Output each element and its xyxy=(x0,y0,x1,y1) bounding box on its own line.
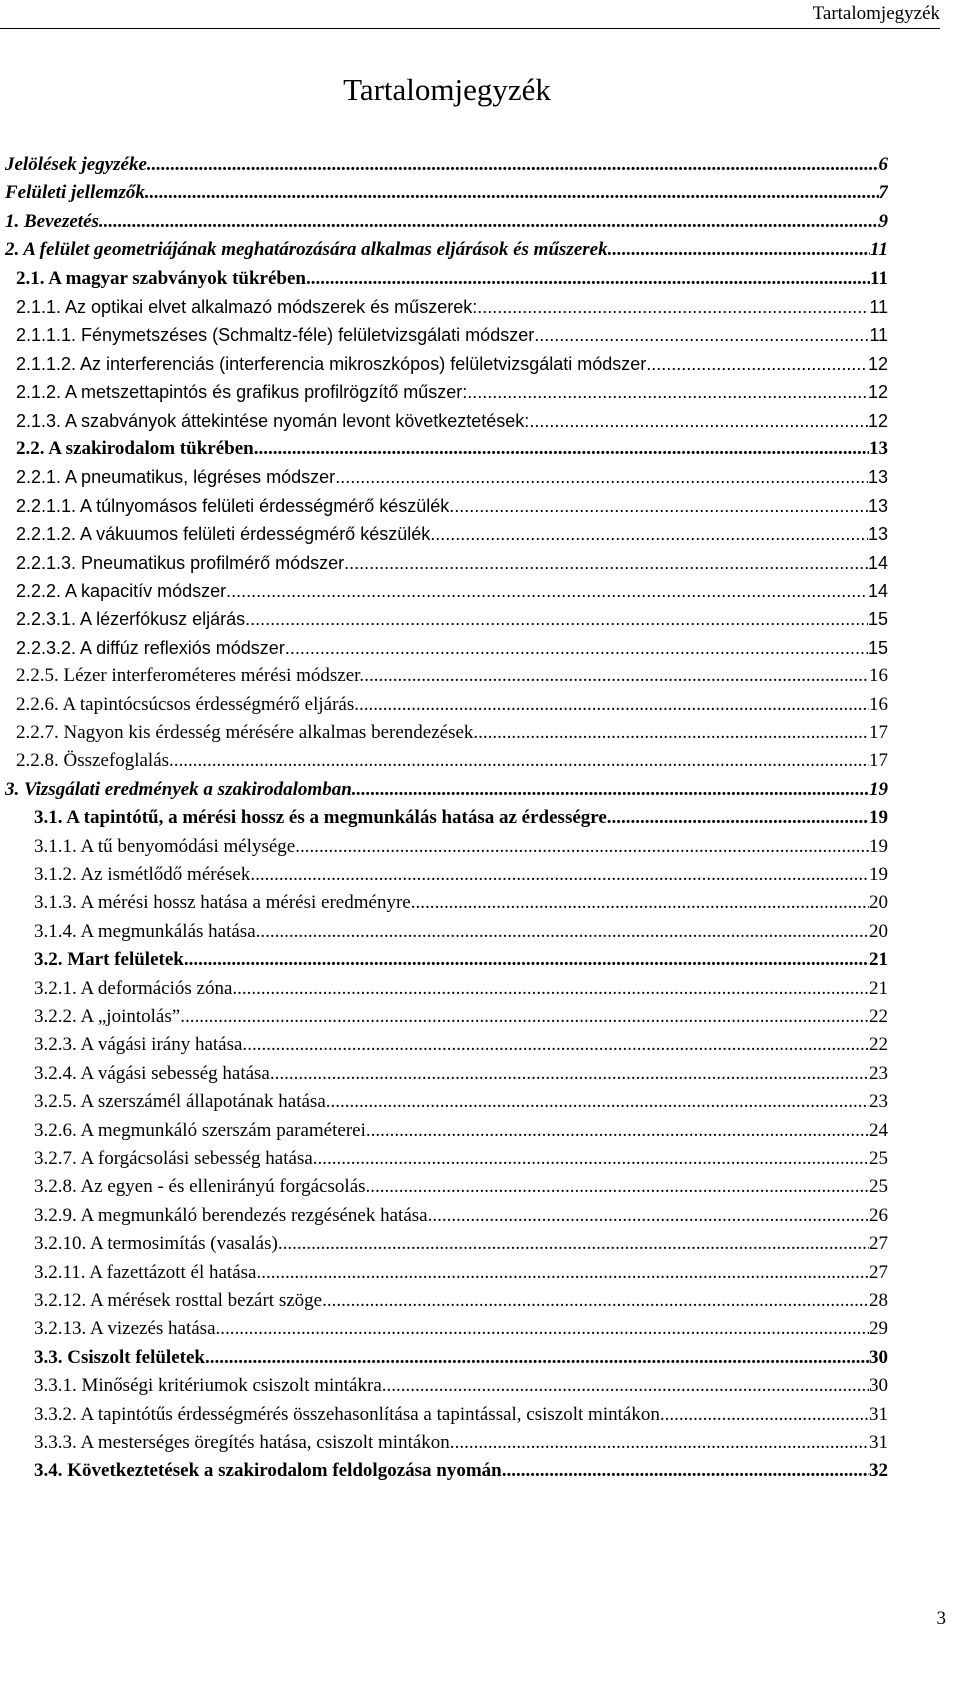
toc-entry[interactable] xyxy=(5,179,888,207)
toc-entry-page: 15 xyxy=(867,637,888,658)
toc-entry-title: 2.1.1.2. Az interferenciás (interferencia mikroszkópos) felületvizsgálati módszer xyxy=(16,353,647,374)
toc-entry-page: 19 xyxy=(869,807,888,829)
toc-entry-page: 24 xyxy=(869,1119,888,1141)
toc-leader-dots xyxy=(237,975,869,1003)
toc-leader-dots xyxy=(261,1259,869,1287)
toc-entry-title: 2.1. A magyar szabványok tükrében xyxy=(16,267,306,289)
running-header: Tartalomjegyzék xyxy=(812,3,940,24)
toc-entry[interactable] xyxy=(34,1031,888,1059)
toc-leader-dots xyxy=(147,151,879,179)
toc-leader-dots xyxy=(278,1230,869,1258)
toc-entry[interactable] xyxy=(34,1429,888,1457)
toc-entry-title: 2.2.3.2. A diffúz reflexiós módszer xyxy=(16,637,285,658)
toc-entry-page: 16 xyxy=(869,693,888,715)
toc-entry[interactable] xyxy=(34,1060,888,1088)
toc-entry[interactable] xyxy=(5,151,888,179)
toc-entry-page: 14 xyxy=(867,581,888,601)
toc-entry-page: 16 xyxy=(869,665,888,687)
toc-entry-page: 19 xyxy=(869,778,888,800)
toc-leader-dots xyxy=(467,378,868,406)
toc-entry[interactable] xyxy=(34,1372,888,1400)
toc-entry-title: 2.2.1.2. A vákuumos felületi érdességmérő készülék xyxy=(16,524,431,545)
toc-entry[interactable] xyxy=(5,236,888,264)
toc-leader-dots xyxy=(245,605,868,633)
toc-entry[interactable] xyxy=(16,691,888,719)
toc-entry-title: 3.2.5. A szerszámél állapotának hatása xyxy=(34,1091,326,1113)
toc-entry-page: 29 xyxy=(869,1318,888,1340)
toc-entry-page: 17 xyxy=(869,722,888,743)
toc-leader-dots xyxy=(326,1088,869,1116)
toc-entry[interactable] xyxy=(34,1259,888,1287)
toc-entry-title: 3.1.2. Az ismétlődő mérések xyxy=(34,864,251,885)
toc-entry-title: 3.2.13. A vizezés hatása xyxy=(34,1318,216,1340)
toc-entry[interactable] xyxy=(16,492,888,520)
toc-entry-title: 3.2.7. A forgácsolási sebesség hatása xyxy=(34,1148,313,1169)
toc-entry-page: 25 xyxy=(869,1148,888,1169)
toc-entry-page: 11 xyxy=(870,267,888,289)
toc-leader-dots xyxy=(646,350,868,378)
toc-entry-title: 3.2.8. Az egyen - és ellenirányú forgácsolás. xyxy=(34,1176,371,1198)
toc-entry-title: 2.2.6. A tapintócsúcsos érdességmérő eljárás xyxy=(16,693,355,715)
toc-entry-title: 2.2.7. Nagyon kis érdesség mérésére alkalmas berendezések xyxy=(16,722,474,743)
toc-entry[interactable] xyxy=(34,833,888,861)
toc-entry[interactable] xyxy=(16,407,888,435)
toc-entry-page: 31 xyxy=(869,1432,888,1453)
toc-leader-dots xyxy=(428,1202,869,1230)
toc-entry[interactable] xyxy=(34,1145,888,1173)
toc-entry[interactable] xyxy=(16,350,888,378)
toc-entry-title: 3. Vizsgálati eredmények a szakirodalomban xyxy=(5,778,352,800)
toc-entry-page: 27 xyxy=(869,1261,888,1283)
toc-entry[interactable] xyxy=(34,889,888,917)
toc-entry-title: 3.4. Következtetések a szakirodalom feldolgozása nyomán xyxy=(34,1460,502,1482)
toc-entry-page: 21 xyxy=(869,977,888,999)
toc-leader-dots xyxy=(327,1287,869,1315)
toc-entry-page: 7 xyxy=(878,182,888,204)
toc-entry-page: 25 xyxy=(869,1176,888,1198)
toc-entry[interactable] xyxy=(34,1401,888,1429)
toc-leader-dots xyxy=(335,463,868,491)
toc-entry-title: 2.2.2. A kapacitív módszer xyxy=(16,581,227,601)
toc-entry-title: 3.2.6. A megmunkáló szerszám paraméterei. xyxy=(34,1119,371,1141)
toc-entry-title: 3.1.3. A mérési hossz hatása a mérési eredményre. xyxy=(34,892,416,914)
toc-entry-page: 31 xyxy=(869,1403,888,1425)
toc-entry-title: 2.2.1.1. A túlnyomásos felületi érdességmérő készülék xyxy=(16,495,450,516)
toc-leader-dots xyxy=(226,577,868,605)
toc-entry-title: 3.1.1. A tű benyomódási mélysége xyxy=(34,835,296,857)
toc-entry-page: 28 xyxy=(869,1290,888,1311)
toc-entry[interactable] xyxy=(34,861,888,889)
toc-leader-dots xyxy=(364,662,869,690)
toc-leader-dots xyxy=(607,804,869,832)
toc-entry-title: 2.1.1. Az optikai elvet alkalmazó módszerek és műszerek: xyxy=(16,297,478,317)
toc-entry[interactable] xyxy=(16,549,888,577)
toc-leader-dots xyxy=(382,1372,869,1400)
toc-entry-page: 23 xyxy=(869,1062,888,1084)
toc-entry[interactable] xyxy=(16,265,888,293)
toc-leader-dots xyxy=(313,1145,869,1173)
toc-leader-dots xyxy=(247,1031,869,1059)
toc-leader-dots xyxy=(473,719,869,747)
toc-entry-title: 3.2.2. A „jointolás” xyxy=(34,1006,181,1027)
toc-entry-page: 23 xyxy=(869,1091,888,1113)
page-title: Tartalomjegyzék xyxy=(343,72,551,107)
toc-entry-page: 6 xyxy=(878,154,888,175)
toc-entry-page: 13 xyxy=(867,524,888,545)
toc-entry-page: 26 xyxy=(869,1204,888,1226)
toc-entry-page: 19 xyxy=(869,864,888,885)
toc-entry-title: 3.3.3. A mesterséges öregítés hatása, csiszolt mintákon. xyxy=(34,1432,455,1453)
toc-entry-page: 12 xyxy=(867,353,888,374)
toc-entry-page: 9 xyxy=(878,210,888,232)
toc-entry-page: 19 xyxy=(869,835,888,857)
toc-entry-title: 2.2.8. Összefoglalás xyxy=(16,750,170,772)
toc-entry-title: 2.2.3.1. A lézerfókusz eljárás xyxy=(16,609,246,630)
toc-entry-title: Jelölések jegyzéke xyxy=(5,154,147,175)
toc-entry-page: 11 xyxy=(869,325,888,346)
toc-entry[interactable] xyxy=(34,1287,888,1315)
toc-entry[interactable] xyxy=(34,1173,888,1201)
toc-entry-title: 3.3. Csiszolt felületek xyxy=(34,1346,205,1368)
toc-leader-dots xyxy=(306,265,870,293)
toc-entry-page: 32 xyxy=(869,1460,888,1482)
toc-entry-page: 22 xyxy=(869,1006,888,1027)
toc-leader-dots xyxy=(502,1457,869,1485)
toc-entry-title: 3.1.4. A megmunkálás hatása xyxy=(34,920,256,942)
toc-leader-dots xyxy=(608,236,870,264)
toc-entry-page: 30 xyxy=(869,1375,888,1397)
toc-leader-dots xyxy=(455,1429,869,1457)
toc-entry[interactable] xyxy=(34,1117,888,1145)
toc-entry[interactable] xyxy=(34,918,888,946)
toc-leader-dots xyxy=(216,1315,869,1343)
toc-entry-title: Felületi jellemzők xyxy=(5,182,145,204)
toc-entry-title: 3.1. A tapintótű, a mérési hossz és a megmunkálás hatása az érdességre xyxy=(34,807,607,829)
toc-entry-page: 20 xyxy=(869,892,888,914)
toc-entry[interactable] xyxy=(34,1344,888,1372)
toc-leader-dots xyxy=(256,918,869,946)
page-number: 3 xyxy=(936,1608,946,1629)
toc-entry[interactable] xyxy=(16,747,888,775)
toc-entry-page: 13 xyxy=(867,467,888,488)
toc-entry[interactable] xyxy=(34,1003,888,1031)
toc-entry[interactable] xyxy=(34,1315,888,1343)
toc-entry[interactable] xyxy=(16,293,888,321)
toc-leader-dots xyxy=(295,833,869,861)
toc-entry-title: 3.2.12. A mérések rosttal bezárt szöge. xyxy=(34,1290,327,1311)
toc-entry-page: 21 xyxy=(869,949,888,971)
toc-entry[interactable] xyxy=(34,1230,888,1258)
toc-entry[interactable] xyxy=(16,719,888,747)
toc-entry-page: 11 xyxy=(869,297,888,317)
toc-entry-title: 3.2. Mart felületek xyxy=(34,949,184,971)
toc-leader-dots xyxy=(430,520,868,548)
toc-leader-dots xyxy=(354,691,869,719)
toc-entry-title: 2.2.1. A pneumatikus, légréses módszer xyxy=(16,467,336,488)
toc-leader-dots xyxy=(534,321,869,349)
toc-entry-page: 11 xyxy=(870,239,888,261)
toc-entry-title: 3.2.10. A termosimítás (vasalás) xyxy=(34,1233,278,1255)
toc-entry-title: 2.2.5. Lézer interferométeres mérési módszer. xyxy=(16,665,365,687)
toc-entry-page: 12 xyxy=(867,382,888,403)
toc-entry-title: 3.2.1. A deformációs zóna. xyxy=(34,977,238,999)
toc-entry-title: 2.1.1.1. Fénymetszéses (Schmaltz-féle) felületvizsgálati módszer xyxy=(16,325,535,346)
toc-entry-title: 3.2.9. A megmunkáló berendezés rezgésének hatása xyxy=(34,1204,428,1226)
toc-leader-dots xyxy=(104,208,879,236)
toc-leader-dots xyxy=(660,1401,869,1429)
toc-entry[interactable] xyxy=(16,321,888,349)
toc-entry-page: 13 xyxy=(867,495,888,516)
toc-entry[interactable] xyxy=(34,1202,888,1230)
toc-entry[interactable] xyxy=(16,634,888,662)
toc-entry[interactable] xyxy=(34,1088,888,1116)
toc-entry-title: 3.2.11. A fazettázott él hatása. xyxy=(34,1261,262,1283)
toc-leader-dots xyxy=(449,492,868,520)
toc-leader-dots xyxy=(270,1060,869,1088)
toc-entry[interactable] xyxy=(5,776,888,804)
toc-entry-page: 15 xyxy=(867,609,888,630)
toc-entry-title: 2.2. A szakirodalom tükrében xyxy=(16,438,254,459)
toc-leader-dots xyxy=(145,179,879,207)
toc-entry-page: 17 xyxy=(869,750,888,772)
toc-leader-dots xyxy=(180,1003,869,1031)
toc-entry[interactable] xyxy=(16,605,888,633)
toc-entry-page: 12 xyxy=(867,410,888,431)
toc-entry-title: 1. Bevezetés. xyxy=(5,210,104,232)
toc-leader-dots xyxy=(370,1173,869,1201)
toc-leader-dots xyxy=(529,407,868,435)
toc-entry-page: 13 xyxy=(869,438,888,459)
toc-leader-dots xyxy=(415,889,869,917)
toc-leader-dots xyxy=(371,1117,869,1145)
toc-entry[interactable] xyxy=(5,208,888,236)
toc-leader-dots xyxy=(184,946,869,974)
toc-leader-dots xyxy=(169,747,869,775)
toc-entry-page: 30 xyxy=(869,1346,888,1368)
toc-entry-title: 2. A felület geometriájának meghatározására alkalmas eljárások és műszerek xyxy=(5,239,608,261)
toc-entry-page: 22 xyxy=(869,1034,888,1056)
toc-leader-dots xyxy=(352,776,869,804)
toc-entry-title: 3.2.4. A vágási sebesség hatása xyxy=(34,1062,270,1084)
toc-entry-title: 3.2.3. A vágási irány hatása. xyxy=(34,1034,248,1056)
toc-leader-dots xyxy=(205,1344,869,1372)
toc-entry-title: 2.2.1.3. Pneumatikus profilmérő módszer xyxy=(16,552,345,573)
toc-entry[interactable] xyxy=(34,946,888,974)
toc-entry[interactable] xyxy=(34,804,888,832)
toc-entry-page: 27 xyxy=(869,1233,888,1255)
toc-entry-page: 14 xyxy=(867,552,888,573)
toc-entry-title: 3.3.2. A tapintótűs érdességmérés összehasonlítása a tapintással, csiszolt mintákon xyxy=(34,1403,660,1425)
toc-entry[interactable] xyxy=(34,975,888,1003)
toc-entry-page: 20 xyxy=(869,920,888,942)
toc-entry[interactable] xyxy=(16,520,888,548)
toc-entry-title: 2.1.2. A metszettapintós és grafikus profilrögzítő műszer: xyxy=(16,382,468,403)
toc-entry[interactable] xyxy=(16,435,888,463)
toc-entry[interactable] xyxy=(16,378,888,406)
toc-leader-dots xyxy=(250,861,869,889)
toc-leader-dots xyxy=(344,549,868,577)
toc-entry[interactable] xyxy=(34,1457,888,1485)
toc-entry[interactable] xyxy=(16,463,888,491)
toc-entry[interactable] xyxy=(16,662,888,690)
toc-leader-dots xyxy=(477,293,869,321)
toc-leader-dots xyxy=(254,435,869,463)
toc-entry-title: 2.1.3. A szabványok áttekintése nyomán levont következtetések: xyxy=(16,410,530,431)
toc-entry-title: 3.3.1. Minőségi kritériumok csiszolt mintákra xyxy=(34,1375,382,1397)
toc-leader-dots xyxy=(285,634,868,662)
header-rule xyxy=(0,28,940,29)
toc-entry[interactable] xyxy=(16,577,888,605)
